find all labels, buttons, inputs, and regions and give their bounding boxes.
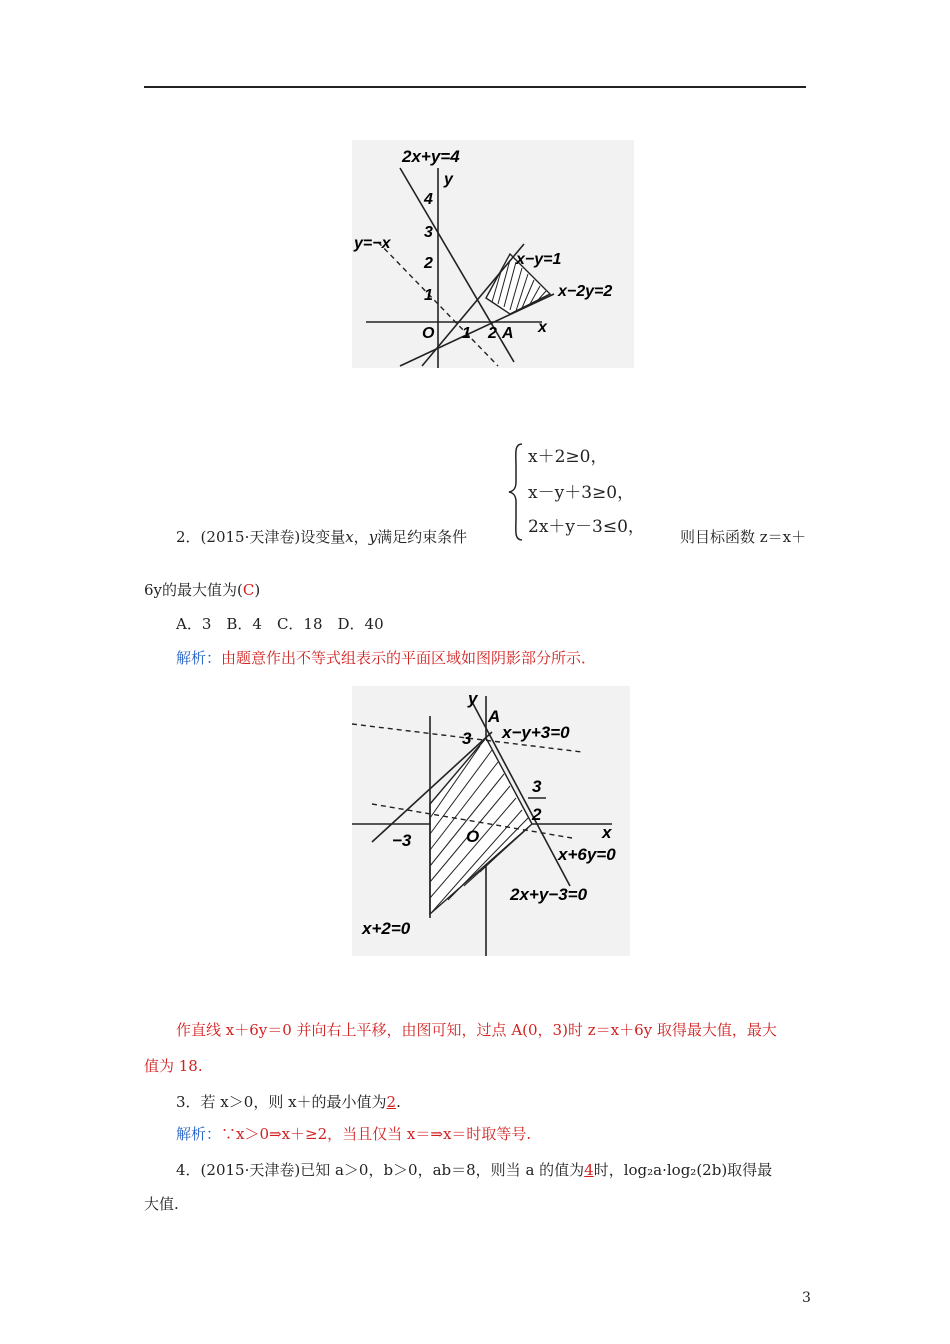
problem-2-mid: 满足约束条件 bbox=[377, 528, 468, 546]
page-number: 3 bbox=[802, 1290, 811, 1306]
fraction-denominator: 2 bbox=[532, 805, 542, 824]
label-2x-plus-y-4: 2x+y=4 bbox=[402, 147, 460, 166]
problem-4-line-2: 大值. bbox=[144, 1195, 179, 1213]
tick-y-4: 4 bbox=[424, 191, 433, 208]
label-origin: O bbox=[466, 827, 480, 846]
constraint-3: 2x＋y－3≤0， bbox=[528, 517, 645, 537]
problem-2-question: 6y的最大值为( bbox=[144, 581, 243, 599]
label-x-plus-2: x+2=0 bbox=[362, 919, 411, 938]
problem-3-answer: 2 bbox=[386, 1093, 397, 1111]
problem-4-text: 4．(2015·天津卷)已知 a＞0，b＞0，ab＝8，则当 a 的值为 bbox=[176, 1161, 585, 1179]
label-origin: O bbox=[422, 325, 435, 342]
analysis-label: 解析： bbox=[176, 649, 222, 667]
tick-y-3: 3 bbox=[462, 729, 472, 748]
constraint-2: x－y＋3≥0， bbox=[528, 483, 635, 503]
problem-4-answer: 4 bbox=[584, 1161, 594, 1179]
label-x-plus-6y: x+6y=0 bbox=[558, 845, 616, 864]
var-y: y bbox=[368, 528, 378, 546]
solution-2-line-2: 值为 18. bbox=[144, 1057, 203, 1075]
period: . bbox=[396, 1093, 401, 1111]
close-paren: ) bbox=[254, 581, 261, 599]
var-x: x bbox=[345, 528, 354, 546]
problem-2-line-1 bbox=[176, 527, 467, 547]
problem-2-line-2 bbox=[144, 580, 260, 600]
figure-2-svg bbox=[352, 686, 630, 956]
constraint-system bbox=[508, 442, 648, 542]
problem-3-text: 3．若 x＞0，则 x＋的最小值为 bbox=[176, 1093, 387, 1111]
constraint-1: x＋2≥0， bbox=[528, 447, 608, 467]
tick-y-3: 3 bbox=[424, 224, 433, 241]
label-point-A: A bbox=[502, 325, 514, 342]
figure-2-feasible-region bbox=[352, 686, 630, 956]
problem-2-tail: 则目标函数 z＝x＋ bbox=[680, 528, 807, 546]
figure-1-svg bbox=[352, 140, 634, 368]
problem-4-line-1 bbox=[176, 1160, 772, 1180]
tick-y-1: 1 bbox=[424, 287, 433, 304]
problem-3-analysis bbox=[176, 1124, 531, 1144]
label-2x-plus-y-minus-3: 2x+y−3=0 bbox=[510, 885, 588, 904]
problem-2-answer: C bbox=[242, 581, 255, 599]
label-x-axis: x bbox=[538, 319, 547, 336]
left-brace-icon bbox=[508, 442, 524, 542]
analysis-text: ∵x＞0⇒x＋≥2，当且仅当 x＝⇒x＝时取等号. bbox=[221, 1125, 532, 1143]
comma: ， bbox=[353, 528, 369, 546]
label-x-minus-2y-2: x−2y=2 bbox=[558, 283, 613, 300]
problem-3 bbox=[176, 1092, 401, 1112]
tick-x-2: 2 bbox=[488, 325, 497, 342]
analysis-label: 解析： bbox=[176, 1125, 222, 1143]
problem-2-analysis bbox=[176, 648, 596, 668]
problem-4-tail: 时，log₂a·log₂(2b)取得最 bbox=[593, 1161, 773, 1179]
label-x-minus-y-1: x−y=1 bbox=[516, 251, 562, 268]
analysis-text: 由题意作出不等式组表示的平面区域如图阴影部分所示． bbox=[221, 649, 597, 667]
label-x-axis: x bbox=[602, 823, 612, 842]
solution-2-line-1: 作直线 x＋6y＝0 并向右上平移，由图可知，过点 A(0，3)时 z＝x＋6y 取得最大值，最大 bbox=[176, 1021, 777, 1039]
figure-1-feasible-region bbox=[352, 140, 634, 368]
label-point-A: A bbox=[488, 707, 501, 726]
problem-2-options: A．3 B．4 C．18 D．40 bbox=[176, 615, 384, 633]
tick-y-2: 2 bbox=[424, 255, 433, 272]
label-y-axis: y bbox=[468, 689, 478, 708]
problem-2-prefix: 2．(2015·天津卷)设变量 bbox=[176, 528, 346, 546]
tick-x-neg-3: −3 bbox=[392, 831, 412, 850]
label-y-axis: y bbox=[444, 171, 453, 188]
header-rule bbox=[144, 86, 806, 88]
label-x-minus-y-plus-3: x−y+3=0 bbox=[502, 723, 570, 742]
label-y-neg-x: y=−x bbox=[354, 235, 391, 252]
tick-x-1: 1 bbox=[462, 325, 471, 342]
fraction-numerator: 3 bbox=[532, 777, 542, 796]
